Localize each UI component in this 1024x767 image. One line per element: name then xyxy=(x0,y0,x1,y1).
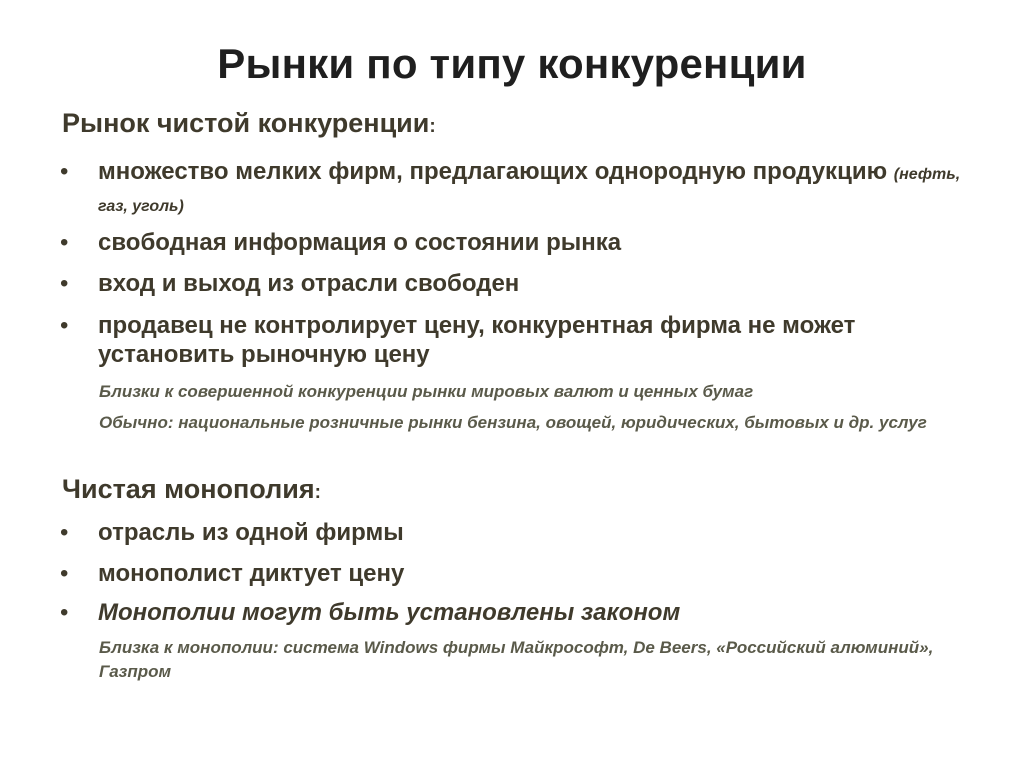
bullet-icon: • xyxy=(60,229,69,256)
section-heading-text: Рынок чистой конкуренции xyxy=(62,108,430,138)
bullet-icon: • xyxy=(60,599,69,626)
heading-colon: : xyxy=(314,482,321,503)
bullet-icon: • xyxy=(60,519,69,546)
section-heading-pure-monopoly xyxy=(62,474,321,505)
bullet-text: свободная информация о состоянии рынка xyxy=(98,229,622,256)
heading-colon: : xyxy=(429,116,436,137)
note-text: Близка к монополии: система Windows фирмы Майкрософт, De Beers, «Российский алюминий», Газпром xyxy=(99,638,934,681)
list-item xyxy=(60,311,980,369)
list-item xyxy=(60,228,980,257)
list-item xyxy=(60,598,980,627)
bullet-example: (нефть, газ, уголь) xyxy=(98,166,961,215)
section-heading-pure-competition xyxy=(62,108,436,139)
note-text: Близки к совершенной конкуренции рынки мировых валют и ценных бумаг xyxy=(99,382,754,401)
bullet-icon: • xyxy=(60,270,69,297)
list-item xyxy=(60,157,980,221)
bullet-text: продавец не контролирует цену, конкурентная фирма не может установить рыночную цену xyxy=(98,312,856,368)
note-text: Обычно: национальные розничные рынки бензина, овощей, юридических, бытовых и др. услуг xyxy=(99,413,927,432)
bullet-icon: • xyxy=(60,158,69,185)
list-item xyxy=(60,559,980,588)
bullet-text: отрасль из одной фирмы xyxy=(98,519,404,546)
bullet-text: множество мелких фирм, предлагающих однородную продукцию xyxy=(98,158,888,185)
bullet-icon: • xyxy=(60,312,69,339)
list-item xyxy=(60,518,980,547)
section-heading-text: Чистая монополия xyxy=(62,474,315,504)
list-item xyxy=(60,269,980,298)
bullet-text: монополист диктует цену xyxy=(98,560,405,587)
bullet-icon: • xyxy=(60,560,69,587)
slide-title: Рынки по типу конкуренции xyxy=(217,40,807,87)
bullet-text: Монополии могут быть установлены законом xyxy=(98,599,681,626)
bullet-text: вход и выход из отрасли свободен xyxy=(98,270,520,297)
